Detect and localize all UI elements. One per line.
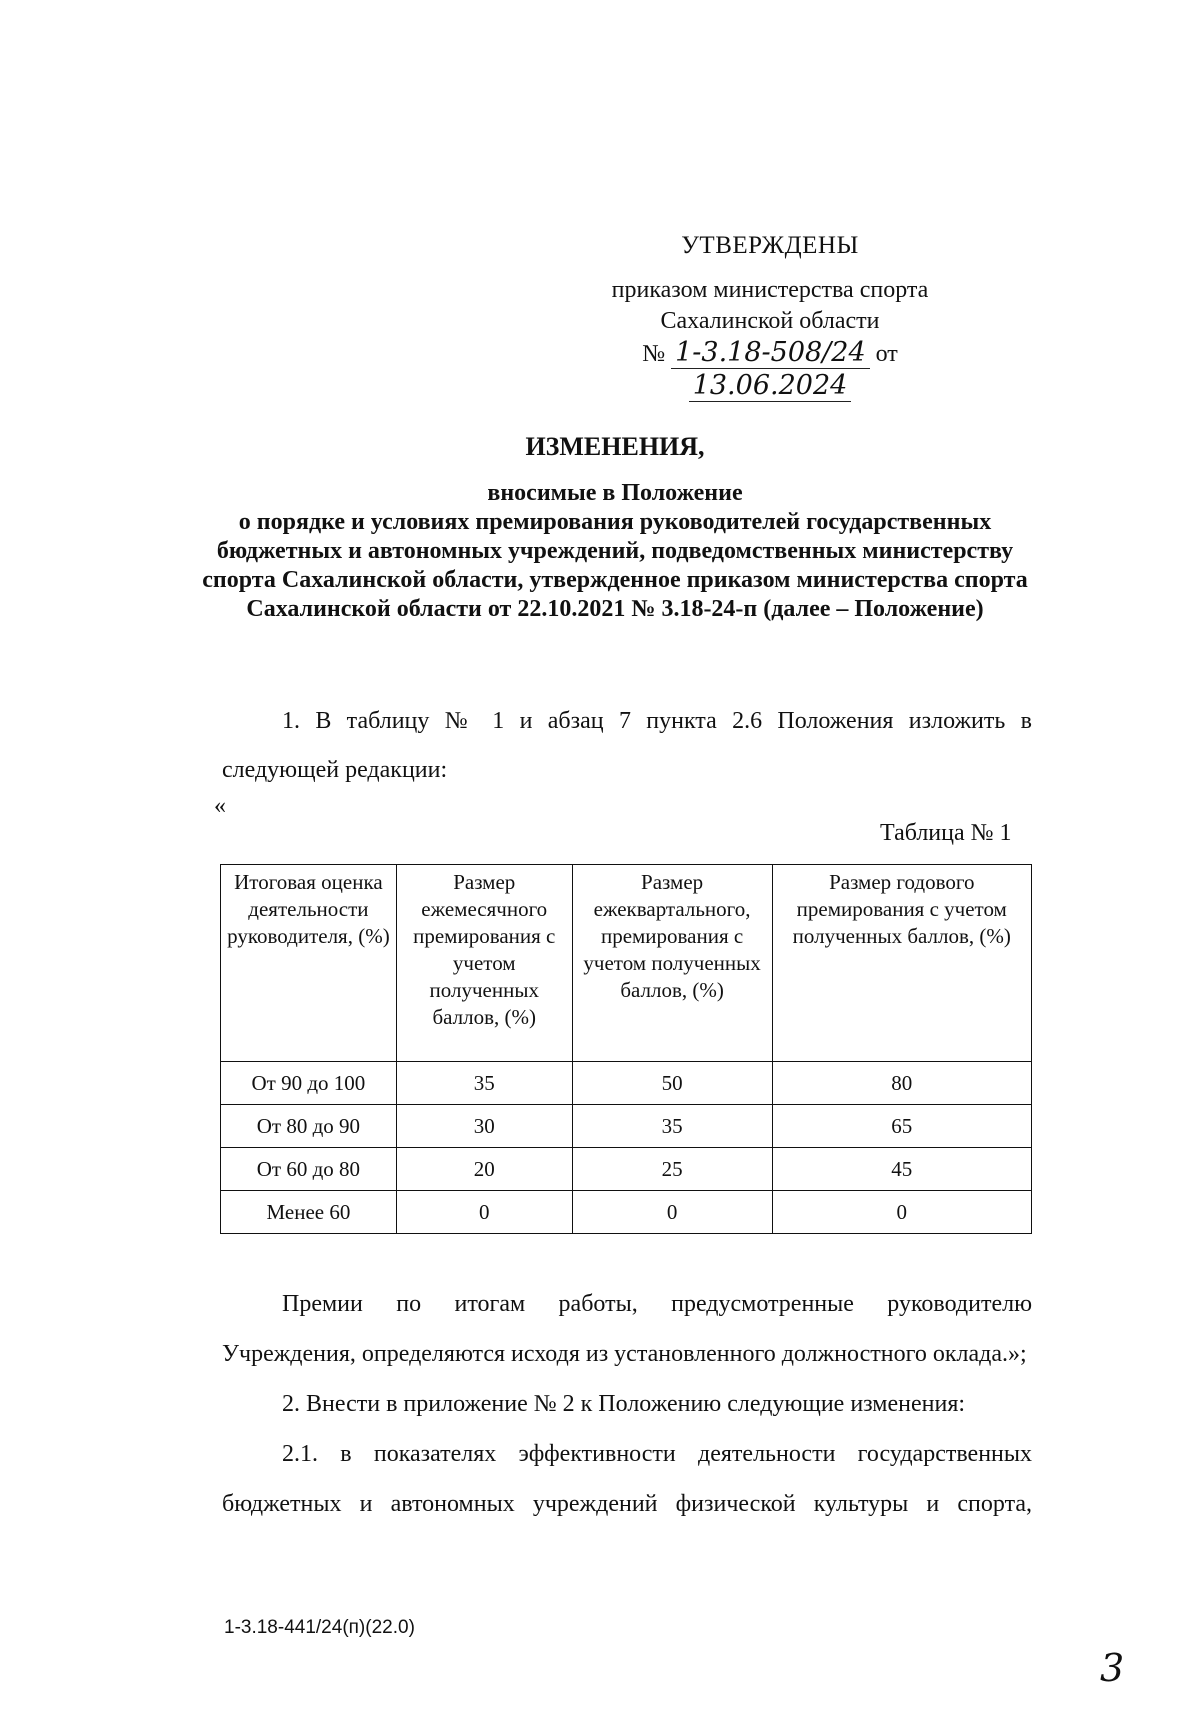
paragraph-2 — [222, 1379, 1032, 1429]
table-cell: 25 — [572, 1148, 772, 1191]
table-cell: 0 — [396, 1191, 572, 1234]
approval-line-2: Сахалинской области — [660, 308, 880, 334]
table-cell: 20 — [396, 1148, 572, 1191]
approval-number-line — [560, 337, 980, 403]
paragraph-premii — [222, 1279, 1032, 1379]
table-caption: Таблица № 1 — [880, 820, 1012, 846]
paragraph-1-line-1: 1. В таблицу № 1 и абзац 7 пункта 2.6 Положения изложить в — [282, 708, 1032, 734]
title-main: ИЗМЕНЕНИЯ, — [525, 432, 705, 461]
table-cell: От 80 до 90 — [221, 1105, 397, 1148]
paragraph-2-1-line-1: 2.1. в показателях эффективности деятельности государственных — [282, 1441, 1032, 1467]
table-cell: От 90 до 100 — [221, 1062, 397, 1105]
paragraph-1 — [222, 697, 1032, 795]
order-number-handwritten: 1-3.18-508/24 — [671, 337, 870, 369]
table-cell: 80 — [772, 1062, 1031, 1105]
paragraph-premii-line-2: Учреждения, определяются исходя из установленного должностного оклада.»; — [222, 1341, 1027, 1367]
table-row — [221, 1105, 1032, 1148]
document-title — [195, 432, 1035, 624]
approval-line-1: приказом министерства спорта — [611, 277, 929, 303]
paragraph-2-1 — [222, 1429, 1032, 1529]
paragraph-2-line: 2. Внести в приложение № 2 к Положению следующие изменения: — [282, 1391, 966, 1417]
opening-quote: « — [214, 793, 226, 819]
table-cell: 35 — [396, 1062, 572, 1105]
paragraph-2-1-line-2: бюджетных и автономных учреждений физической культуры и спорта, — [222, 1491, 1032, 1517]
table-cell: 0 — [572, 1191, 772, 1234]
table-cell: 35 — [572, 1105, 772, 1148]
table-row — [221, 1148, 1032, 1191]
header-quarterly-bonus: Размер ежеквартального, премирования с учетом полученных баллов, (%) — [572, 865, 772, 1062]
title-sub-2: о порядке и условиях премирования руководителей государственных бюджетных и автономных учреждений, подведомственных министерству спорта Сахалинской области, утвержденное приказом министерства спорта Сахалинской области от 22.10.2021 № 3.18-24-п (далее – Положение) — [202, 509, 1028, 622]
header-annual-bonus: Размер годового премирования с учетом полученных баллов, (%) — [772, 865, 1031, 1062]
table-cell: От 60 до 80 — [221, 1148, 397, 1191]
header-monthly-bonus: Размер ежемесячного премирования с учетом полученных баллов, (%) — [396, 865, 572, 1062]
page-number-handwritten: 3 — [1100, 1646, 1125, 1690]
title-sub-1: вносимые в Положение — [487, 480, 743, 506]
approval-heading: УТВЕРЖДЕНЫ — [681, 232, 859, 259]
table-cell: Менее 60 — [221, 1191, 397, 1234]
paragraph-premii-line-1: Премии по итогам работы, предусмотренные руководителю — [282, 1291, 1032, 1317]
bonus-table — [220, 864, 1032, 1234]
number-prefix: № — [642, 341, 666, 367]
date-separator: от — [875, 341, 898, 367]
table-row — [221, 1191, 1032, 1234]
table-cell: 30 — [396, 1105, 572, 1148]
order-date-handwritten: 13.06.2024 — [689, 370, 852, 402]
table-row — [221, 1062, 1032, 1105]
header-final-score: Итоговая оценка деятельности руководителя, (%) — [221, 865, 397, 1062]
paragraph-1-line-2: следующей редакции: — [222, 757, 448, 783]
table-cell: 50 — [572, 1062, 772, 1105]
document-code: 1-3.18-441/24(п)(22.0) — [224, 1617, 415, 1638]
approval-block — [560, 230, 980, 403]
table-cell: 45 — [772, 1148, 1031, 1191]
table-cell: 0 — [772, 1191, 1031, 1234]
table-header-row — [221, 865, 1032, 1062]
table-cell: 65 — [772, 1105, 1031, 1148]
